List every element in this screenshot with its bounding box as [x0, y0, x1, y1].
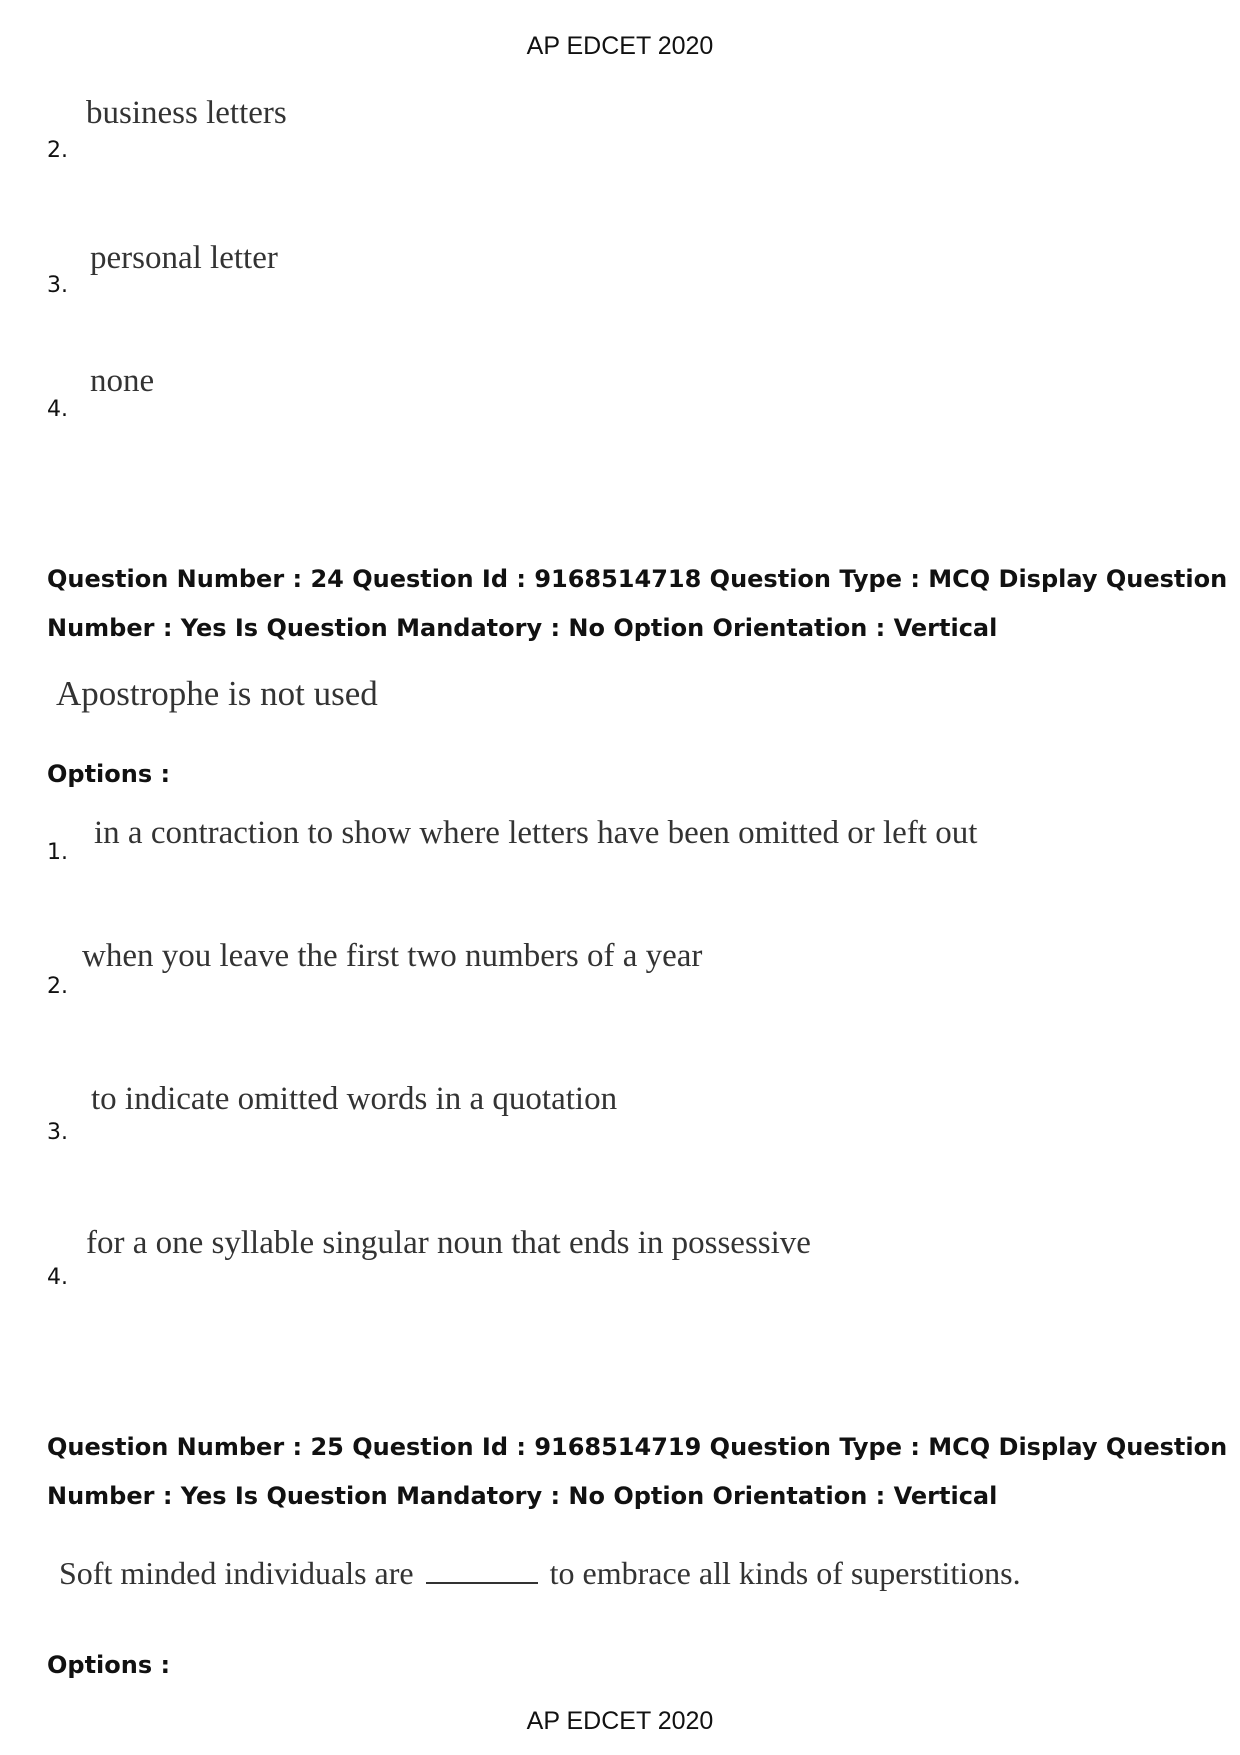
option-text: business letters [86, 95, 287, 131]
page-footer: AP EDCET 2020 [526, 1707, 714, 1735]
question-stem: Apostrophe is not used [56, 674, 378, 713]
option-number: 2. [47, 138, 68, 163]
options-label: Options : [47, 760, 171, 788]
option-number: 3. [47, 273, 68, 298]
option-text: none [90, 363, 155, 399]
option-text: in a contraction to show where letters have been omitted or left out [94, 815, 978, 851]
option-text: when you leave the first two numbers of a year [82, 938, 703, 974]
option-text: to indicate omitted words in a quotation [91, 1081, 618, 1117]
option-number: 4. [47, 397, 68, 422]
question-meta-line: Question Number : 25 Question Id : 9168514719 Question Type : MCQ Display Question [47, 1433, 1228, 1461]
options-label: Options : [47, 1651, 171, 1679]
question-meta [47, 555, 1227, 653]
fill-in-blank [426, 1552, 538, 1584]
question-meta-line: Question Number : 24 Question Id : 9168514718 Question Type : MCQ Display Question [47, 565, 1228, 593]
option-text: for a one syllable singular noun that ends in possessive [86, 1225, 811, 1261]
option-number: 4. [47, 1265, 68, 1290]
question-stem [59, 1552, 1021, 1592]
option-number: 3. [47, 1120, 68, 1145]
option-number: 2. [47, 974, 68, 999]
question-meta [47, 1423, 1227, 1521]
question-meta-line: Number : Yes Is Question Mandatory : No Option Orientation : Vertical [47, 614, 998, 642]
question-stem-after: to embrace all kinds of superstitions. [549, 1555, 1021, 1591]
option-text: personal letter [90, 240, 278, 276]
question-meta-line: Number : Yes Is Question Mandatory : No Option Orientation : Vertical [47, 1482, 998, 1510]
question-stem-before: Soft minded individuals are [59, 1555, 414, 1591]
page-header: AP EDCET 2020 [526, 32, 714, 60]
option-number: 1. [47, 840, 68, 865]
